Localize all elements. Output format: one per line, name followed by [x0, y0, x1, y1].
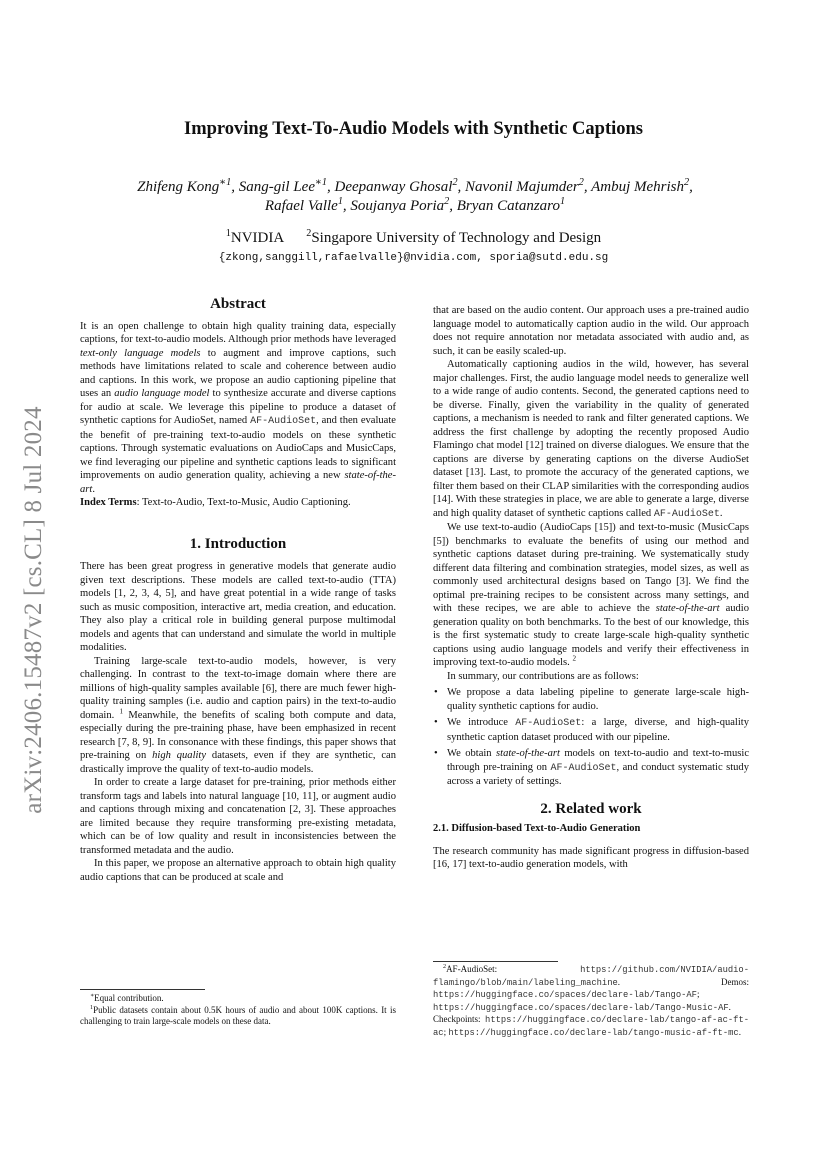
related-paragraph: The research community has made significant progress in diffusion-based [16, 17] text-to-audio generation models, with — [433, 845, 749, 870]
section-introduction-heading: 1. Introduction — [189, 535, 287, 552]
link[interactable]: https://huggingface.co/declare-lab/tango-af-ac-ft-ac — [433, 1015, 749, 1038]
paper-title: Improving Text-To-Audio Models with Synthetic Captions — [184, 119, 643, 139]
footnote: ∗Equal contribution. — [90, 993, 164, 1003]
author: Sang-gil Lee$^{∗1}$, — [238, 177, 335, 195]
link[interactable]: https://huggingface.co/spaces/declare-lab/Tango-Music-AF — [433, 1002, 729, 1013]
author: Bryan Catanzaro$^1$ — [456, 196, 566, 214]
subsection-heading: 2.1. Diffusion-based Text-to-Audio Generation — [433, 823, 641, 834]
abstract-heading: Abstract — [210, 296, 266, 312]
right-column — [433, 304, 749, 872]
affiliation: $^1$NVIDIA — [225, 228, 285, 246]
left-column — [80, 298, 396, 884]
author: Navonil Majumder$^2$, — [465, 177, 592, 195]
intro-paragraph: Training large-scale text-to-audio models, however, is very challenging. In contrast to the text-to-image domain where there are millions of high-quality samples available [6], there are much fewer high-quality training samples (i.e. audio and caption pairs) in the text-to-audio domain. $^1$ Meanwhile, the benefits of scaling both compute and data, especially during the pre-training phase, have been emphasized in recent research [7, 8, 9]. In consonance with these findings, this paper shows that pre-training on high quality datasets, even if they are synthetic, can drastically improve the quality of text-to-audio models. — [80, 655, 397, 775]
author: Soujanya Poria$^2$, — [350, 196, 457, 214]
author-list — [90, 178, 740, 216]
index-terms: Index Terms: Text-to-Audio, Text-to-Music, Audio Captioning. — [80, 497, 351, 508]
list-item: • We introduce AF-AudioSet: a large, diverse, and high-quality synthetic caption dataset produced with our pipeline. — [434, 717, 749, 743]
intro-paragraph: In summary, our contributions are as follows: — [447, 670, 639, 682]
affiliation: $^2$Singapore University of Technology and Design — [306, 228, 602, 246]
footnote-rule — [433, 961, 558, 962]
intro-paragraph: In order to create a large dataset for pre-training, prior methods either transform tags and labels into natural language [10, 11], or augment audio and captions through mixing and concatenation [2, 3]. These approaches are limited because they require transforming pre-existing metadata, which can be of low quality and result in inconsistencies between the transformed metadata and the audio. — [80, 777, 396, 856]
footnote: $^1$Public datasets contain about 0.5K hours of audio and about 100K captions. It is challenging to train large-scale models on these data. — [80, 1004, 396, 1026]
abstract-text: It is an open challenge to obtain high quality training data, especially captions, for text-to-audio models. Although prior methods have leveraged text-only language models to augment and improve captions, such methods have limitations related to scale and coherence between audio and captions. In this work, we propose an audio captioning pipeline that uses an audio language model to synthesize accurate and diverse captions for audio at scale. We leverage this pipeline to produce a dataset of synthetic captions for AudioSet, named AF-AudioSet, and then evaluate the benefit of pre-training text-to-audio models on these synthetic captions. Through systematic evaluations on AudioCaps and MusicCaps, we find leveraging our pipeline and synthetic captions leads to significant improvements on audio generation quality, achieving a new state-of-the-art. — [80, 320, 396, 495]
link[interactable]: https://huggingface.co/spaces/declare-lab/Tango-AF — [433, 990, 697, 1000]
author-emails: {zkong,sanggill,rafaelvalle}@nvidia.com, sporia@sutd.edu.sg — [218, 252, 609, 264]
link[interactable]: https://github.com/NVIDIA/audio-flamingo/blob/main/labeling_machine — [433, 965, 749, 988]
contribution-list — [433, 686, 749, 789]
intro-paragraph: that are based on the audio content. Our approach uses a pre-trained audio language model to automatically caption audio in the wild. Our approach does not require annotation nor metadata associated with audio and, as such, it can be easily scaled-up. — [433, 305, 749, 357]
footnotes-right — [433, 964, 749, 1039]
list-item: • We propose a data labeling pipeline to generate large-scale high-quality synthetic captions for audio. — [434, 687, 749, 712]
author: Rafael Valle$^1$, — [264, 196, 351, 214]
author: Zhifeng Kong$^{∗1}$, — [137, 177, 239, 195]
footnote-rule — [80, 989, 205, 990]
footnotes-left — [80, 993, 396, 1028]
author: Ambuj Mehrish$^2$, — [591, 177, 693, 195]
footnote-ref: 2 — [572, 654, 577, 663]
affiliations — [0, 230, 827, 247]
footnote: $^2$AF-AudioSet: https://github.com/NVIDIA/audio-flamingo/blob/main/labeling_machine. Demos: https://huggingface.co/spaces/declare-lab/Tango-AF; https://huggingface.co/spaces/declare-lab/Tango-Music-AF. Checkpoints: https://huggingface.co/declare-lab/tango-af-ac-ft-ac; https://huggingface.co/declare-lab/tango-music-af-ft-mc. — [433, 964, 749, 1038]
list-item: • We obtain state-of-the-art models on text-to-audio and text-to-music through pre-training on AF-AudioSet, and conduct systematic study across a variety of settings. — [434, 748, 750, 787]
intro-paragraph: We use text-to-audio (AudioCaps [15]) and text-to-music (MusicCaps [5]) benchmarks to evaluate the benefits of using our method and synthetic captions dataset during pre-training. We systematically study different data filtering and combination strategies, model sizes, as well as commonly used architectural designs based on Tango [3]. We find the optimal pre-training recipes to be consistent across many settings, and with these recipes, we are able to achieve the state-of-the-art audio generation quality on both benchmarks. To the best of our knowledge, this is the first systematic study to create large-scale high-quality synthetic captions using audio language models and verify their effectiveness in improving text-to-audio models. $^2$ — [433, 522, 749, 668]
author: Deepanway Ghosal$^2$, — [334, 177, 466, 195]
intro-paragraph: In this paper, we propose an alternative approach to obtain high quality audio captions that can be produced at scale and — [80, 858, 396, 883]
section-related-work-heading: 2. Related work — [540, 800, 642, 817]
intro-paragraph: Automatically captioning audios in the wild, however, has several major challenges. First, the audio language model needs to generalize well to a wide range of audio contents. Second, the generated captions need to be diverse. Finally, given the variability in the quality of generated captions, a mechanism is needed to rank and filter generated captions. We address the first challenge by adopting the recently proposed Audio Flamingo chat model [12] trained on diverse dialogues. We ensure that the captions are diverse by generating captions on the diverse AudioSet dataset [13]. Last, to promote the accuracy of the generated captions, we filter them based on their CLAP similarities with the corresponding audios [14]. With these strategies in place, we are able to generate a large, diverse and high quality dataset of synthetic captions called AF-AudioSet. — [433, 359, 749, 520]
footnote-ref: 1 — [119, 706, 124, 715]
arxiv-stamp: arXiv:2406.15487v2 [cs.CL] 8 Jul 2024 — [20, 406, 47, 814]
intro-paragraph: There has been great progress in generative models that generate audio given text descriptions. These models are called text-to-audio (TTA) models [1, 2, 3, 4, 5], and have great potential in a wide range of tasks such as music composition, interactive art, media creation, and education. They also play a critical role in building general purpose multimodal models and agents that can understand and simulate the world in multiple modalities. — [80, 561, 396, 653]
link[interactable]: https://huggingface.co/declare-lab/tango-music-af-ft-mc — [448, 1027, 739, 1038]
